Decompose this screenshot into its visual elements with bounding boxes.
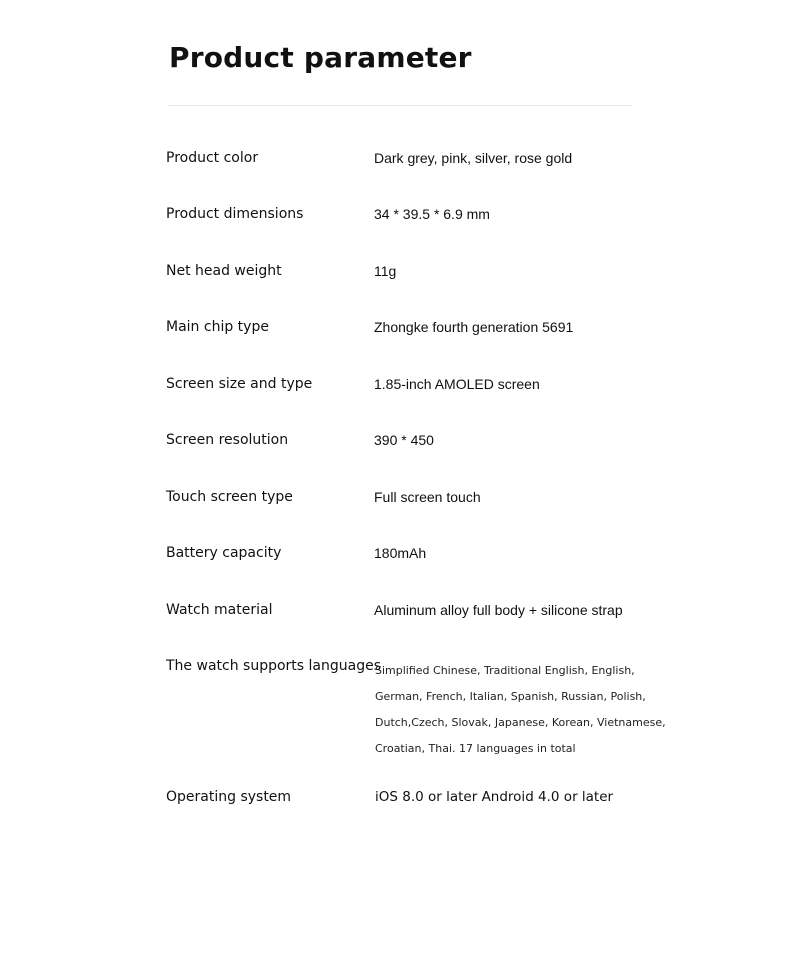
languages-line: Simplified Chinese, Traditional English, English, <box>375 664 635 677</box>
languages-value <box>375 658 666 762</box>
param-label: Operating system <box>166 789 292 805</box>
param-value: Dark grey, pink, silver, rose gold <box>374 150 573 166</box>
param-value: 1.85-inch AMOLED screen <box>374 376 540 392</box>
param-label: Main chip type <box>166 319 269 335</box>
param-label: Screen size and type <box>166 376 313 392</box>
param-value: 11g <box>374 263 397 279</box>
param-label: Touch screen type <box>166 489 293 505</box>
param-label: Battery capacity <box>166 545 282 561</box>
languages-line: German, French, Italian, Spanish, Russian, Polish, <box>375 690 646 703</box>
param-value: iOS 8.0 or later Android 4.0 or later <box>375 789 614 805</box>
param-value: 34 * 39.5 * 6.9 mm <box>374 206 490 222</box>
param-value: 180mAh <box>374 545 427 561</box>
param-label: The watch supports languages <box>166 658 381 674</box>
param-value: Zhongke fourth generation 5691 <box>374 319 574 335</box>
param-value: Full screen touch <box>374 489 481 505</box>
param-label: Watch material <box>166 602 273 618</box>
param-label: Product color <box>166 150 259 166</box>
param-label: Net head weight <box>166 263 282 279</box>
param-label: Product dimensions <box>166 206 304 222</box>
param-value: 390 * 450 <box>374 432 434 448</box>
param-label: Screen resolution <box>166 432 289 448</box>
languages-line: Dutch,Czech, Slovak, Japanese, Korean, Vietnamese, <box>375 716 666 729</box>
page-title: Product parameter <box>169 41 472 74</box>
title-divider <box>168 105 632 106</box>
param-value: Aluminum alloy full body + silicone strap <box>374 602 623 618</box>
languages-line: Croatian, Thai. 17 languages in total <box>375 742 576 755</box>
